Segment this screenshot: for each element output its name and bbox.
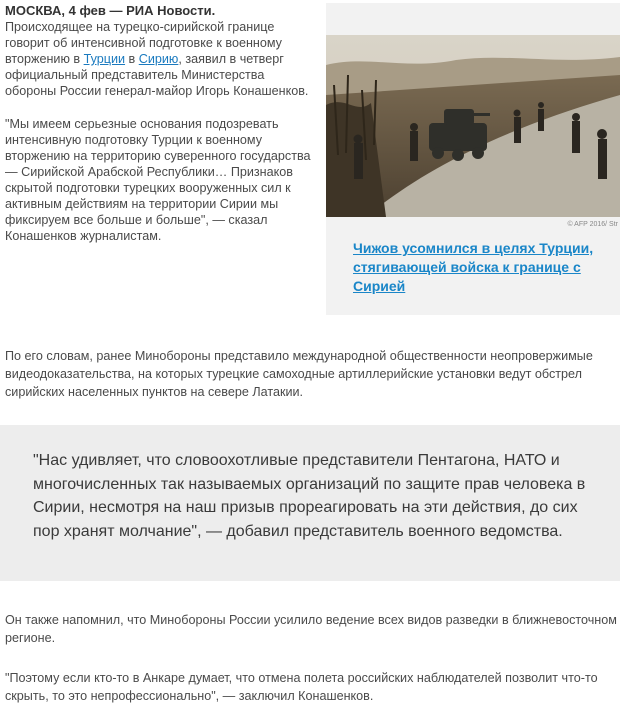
turkey-link[interactable]: Турции <box>83 52 126 66</box>
photo-illustration <box>326 35 620 217</box>
related-article-photo[interactable] <box>326 35 620 217</box>
lead-paragraph <box>5 3 315 99</box>
lead-text-2: в <box>125 52 139 66</box>
lead-block <box>5 3 315 244</box>
paragraph-closing-quote: "Поэтому если кто-то в Анкаре думает, что отмена полета российских наблюдателей позволит что-то скрыть, то это непрофессионально", — заключил Конашенков. <box>5 671 598 703</box>
dateline: МОСКВА, 4 фев — РИА Новости. <box>5 3 216 18</box>
related-article-inset <box>326 3 620 315</box>
blockquote <box>0 425 620 581</box>
blockquote-text: "Нас удивляет, что словоохотливые представители Пентагона, НАТО и многочисленных так называемых организаций по защите прав человека в Сирии, несмотря на наш призыв прореагировать на эти действия, до сих пор хранят молчание", — добавил представитель военного ведомства. <box>33 452 586 540</box>
lead-quote: "Мы имеем серьезные основания подозревать интенсивную подготовку Турции к военному вторжению на территорию суверенного государства — Сирийской Арабской Республики… Признаков скрытой подготовки турецких вооруженных сил к активным действиям на территории Сирии мы фиксируем все больше и больше", — сказал Конашенков журналистам. <box>5 117 311 243</box>
paragraph-video-evidence: По его словам, ранее Минобороны представило международной общественности неопровержимые видеодоказательства, на которых турецкие самоходные артиллерийские установки ведут обстрел сирийских населенных пунктов на севере Латакии. <box>5 349 593 399</box>
photo-credit: © AFP 2016/ Str <box>567 221 618 228</box>
lead-text-1: Происходящее на турецко-сирийской границе говорит об интенсивной подготовке к военному вторжению в <box>5 20 282 66</box>
lead-text-3: , заявил в четверг официальный представитель Министерства обороны России генерал-майор Игорь Конашенков. <box>5 52 309 98</box>
paragraph-intelligence: Он также напомнил, что Минобороны России усилило ведение всех видов разведки в ближневосточном регионе. <box>5 613 617 645</box>
related-article-link[interactable]: Чижов усомнился в целях Турции, стягивающей войска к границе с Сирией <box>353 240 594 294</box>
syria-link[interactable]: Сирию <box>138 52 179 66</box>
